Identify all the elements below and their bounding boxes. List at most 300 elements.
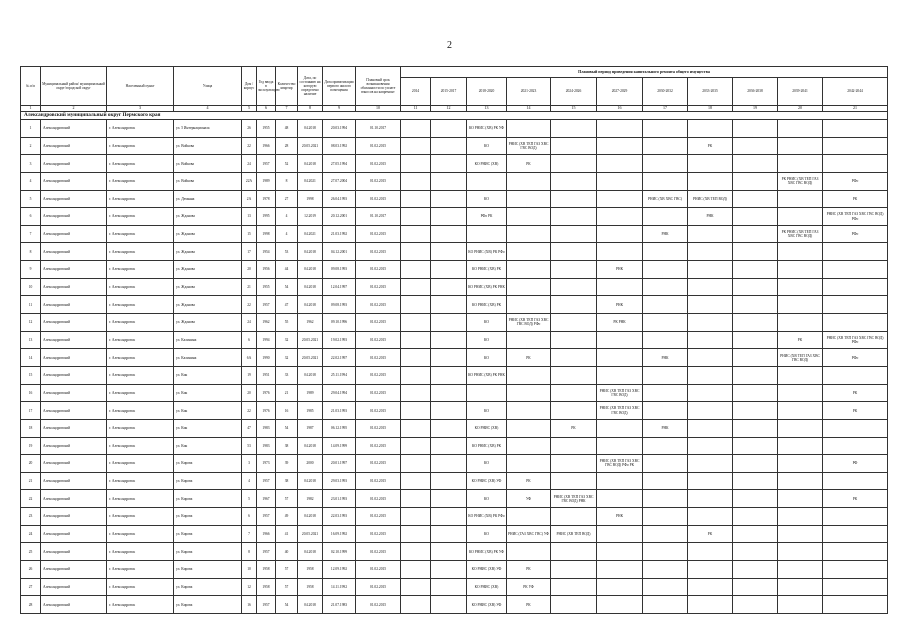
- house-cell: 24: [242, 155, 257, 173]
- period-work-cell: [778, 314, 823, 332]
- period-work-cell: РНИС (ХВ ТЕП ГАЗ ХВС ГВС ВОД) РФо РК: [597, 455, 643, 473]
- period-work-cell: [431, 525, 467, 543]
- period-work-cell: [688, 331, 733, 349]
- row-number: 4: [21, 172, 41, 190]
- period-work-cell: [733, 243, 778, 261]
- street-cell: ул. Войкова: [174, 137, 242, 155]
- period-work-cell: РНИС (ХВ ТЕП ВОД): [688, 190, 733, 208]
- period-work-cell: РНИС (ХВ ТЕП ВОД): [551, 525, 597, 543]
- first-privatization-cell: 02.10.1999: [323, 543, 356, 561]
- row-number: 20: [21, 455, 41, 473]
- first-privatization-cell: 14.11.1992: [323, 578, 356, 596]
- municipality-cell: Александровский: [41, 543, 107, 561]
- period-work-cell: [778, 155, 823, 173]
- table-row: [21, 190, 888, 208]
- obligation-date-cell: 01.02.2015: [356, 261, 401, 279]
- apartments-cell: 27: [276, 190, 298, 208]
- period-work-cell: [643, 578, 688, 596]
- state-date-cell: 04.2018: [298, 437, 323, 455]
- period-work-cell: [643, 472, 688, 490]
- period-work-cell: [401, 578, 431, 596]
- period-work-cell: КО РНИС (ХВ): [467, 419, 507, 437]
- period-work-cell: КО РНИС (ХВ): [467, 578, 507, 596]
- settlement-cell: г. Александровск: [107, 225, 174, 243]
- period-work-cell: РК: [507, 155, 551, 173]
- header-period: 2027-2029: [597, 78, 643, 106]
- street-cell: ул. Жданова: [174, 208, 242, 226]
- column-number: 9: [323, 106, 356, 112]
- state-date-cell: 1987: [298, 419, 323, 437]
- period-work-cell: [688, 508, 733, 526]
- obligation-date-cell: 01.02.2015: [356, 366, 401, 384]
- house-cell: 8: [242, 543, 257, 561]
- year-built-cell: 1983: [257, 437, 276, 455]
- period-work-cell: КО: [467, 190, 507, 208]
- period-work-cell: [688, 490, 733, 508]
- period-work-cell: [401, 314, 431, 332]
- table-row: [21, 261, 888, 279]
- apartments-cell: 44: [276, 261, 298, 279]
- period-work-cell: [643, 261, 688, 279]
- header-state-date: Дата, по состоянию на которую определено наличие: [298, 67, 323, 106]
- period-work-cell: [688, 155, 733, 173]
- apartments-cell: 40: [276, 543, 298, 561]
- period-work-cell: [507, 455, 551, 473]
- year-built-cell: 1958: [257, 578, 276, 596]
- period-work-cell: [688, 384, 733, 402]
- period-work-cell: [688, 366, 733, 384]
- row-number: 2: [21, 137, 41, 155]
- year-built-cell: 1957: [257, 596, 276, 614]
- apartments-cell: 32: [276, 349, 298, 367]
- period-work-cell: [823, 137, 888, 155]
- header-period: 2039-2041: [778, 78, 823, 106]
- period-work-cell: [733, 596, 778, 614]
- municipality-cell: Александровский: [41, 137, 107, 155]
- year-built-cell: 1966: [257, 137, 276, 155]
- column-number: 15: [551, 106, 597, 112]
- period-work-cell: [431, 225, 467, 243]
- period-work-cell: КО РНИС (ХВ) РК: [467, 296, 507, 314]
- first-privatization-cell: 09.08.1993: [323, 261, 356, 279]
- table-row: [21, 596, 888, 614]
- street-cell: ул. 5 Интернационала: [174, 120, 242, 138]
- period-work-cell: [551, 543, 597, 561]
- header-period: 2042-2044: [823, 78, 888, 106]
- first-privatization-cell: 09.10.1996: [323, 314, 356, 332]
- street-cell: ул. Демьяна: [174, 190, 242, 208]
- period-work-cell: [597, 243, 643, 261]
- period-work-cell: РНК: [597, 296, 643, 314]
- first-privatization-cell: 08.03.1992: [323, 137, 356, 155]
- year-built-cell: 1990: [257, 349, 276, 367]
- period-work-cell: [733, 578, 778, 596]
- period-work-cell: [823, 561, 888, 579]
- period-work-cell: [688, 472, 733, 490]
- period-work-cell: [688, 243, 733, 261]
- period-work-cell: [733, 190, 778, 208]
- period-work-cell: [507, 419, 551, 437]
- period-work-cell: РФо РК: [467, 208, 507, 226]
- street-cell: ул. Кирова: [174, 472, 242, 490]
- municipality-cell: Александровский: [41, 225, 107, 243]
- period-work-cell: [431, 596, 467, 614]
- obligation-date-cell: 01.02.2015: [356, 490, 401, 508]
- period-work-cell: [688, 225, 733, 243]
- apartments-cell: 41: [276, 525, 298, 543]
- first-privatization-cell: 09.08.1993: [323, 296, 356, 314]
- house-cell: 20: [242, 384, 257, 402]
- period-work-cell: [551, 296, 597, 314]
- period-work-cell: РК: [823, 490, 888, 508]
- obligation-date-cell: 01.02.2015: [356, 243, 401, 261]
- period-work-cell: [778, 437, 823, 455]
- table-row: [21, 384, 888, 402]
- settlement-cell: г. Александровск: [107, 472, 174, 490]
- obligation-date-cell: 01.02.2015: [356, 455, 401, 473]
- period-work-cell: [733, 172, 778, 190]
- period-work-cell: [467, 225, 507, 243]
- street-cell: ул. Кирова: [174, 455, 242, 473]
- row-number: 25: [21, 543, 41, 561]
- row-number: 14: [21, 349, 41, 367]
- period-work-cell: [643, 208, 688, 226]
- apartments-cell: 57: [276, 490, 298, 508]
- period-work-cell: [507, 384, 551, 402]
- period-work-cell: [431, 419, 467, 437]
- table-row: [21, 490, 888, 508]
- year-built-cell: 1957: [257, 472, 276, 490]
- period-work-cell: [401, 596, 431, 614]
- period-work-cell: РНК: [597, 261, 643, 279]
- year-built-cell: 1955: [257, 278, 276, 296]
- first-privatization-cell: 21.07.1983: [323, 596, 356, 614]
- obligation-date-cell: 01.02.2015: [356, 472, 401, 490]
- first-privatization-cell: 20.12.2001: [323, 208, 356, 226]
- period-work-cell: [507, 437, 551, 455]
- street-cell: ул. Калинина: [174, 349, 242, 367]
- period-work-cell: [431, 472, 467, 490]
- period-work-cell: [431, 190, 467, 208]
- table-row: [21, 137, 888, 155]
- period-work-cell: [688, 437, 733, 455]
- period-work-cell: [733, 490, 778, 508]
- period-work-cell: [431, 331, 467, 349]
- period-work-cell: [401, 490, 431, 508]
- period-work-cell: [733, 278, 778, 296]
- period-work-cell: [643, 296, 688, 314]
- period-work-cell: [507, 278, 551, 296]
- period-work-cell: [733, 137, 778, 155]
- period-work-cell: [733, 543, 778, 561]
- obligation-date-cell: 01.10.2017: [356, 208, 401, 226]
- row-number: 15: [21, 366, 41, 384]
- obligation-date-cell: 01.02.2015: [356, 508, 401, 526]
- period-work-cell: [597, 525, 643, 543]
- settlement-cell: г. Александровск: [107, 208, 174, 226]
- header-period: 2014: [401, 78, 431, 106]
- column-number: 21: [823, 106, 888, 112]
- obligation-date-cell: 01.02.2015: [356, 278, 401, 296]
- period-work-cell: [823, 296, 888, 314]
- period-work-cell: [733, 437, 778, 455]
- period-work-cell: [431, 208, 467, 226]
- settlement-cell: г. Александровск: [107, 243, 174, 261]
- period-work-cell: [597, 137, 643, 155]
- first-privatization-cell: 29.04.1994: [323, 384, 356, 402]
- column-number: 3: [107, 106, 174, 112]
- municipality-cell: Александровский: [41, 120, 107, 138]
- period-work-cell: [401, 349, 431, 367]
- period-work-cell: [507, 543, 551, 561]
- settlement-cell: г. Александровск: [107, 366, 174, 384]
- settlement-cell: г. Александровск: [107, 578, 174, 596]
- period-work-cell: [431, 314, 467, 332]
- period-work-cell: [597, 596, 643, 614]
- state-date-cell: 1998: [298, 190, 323, 208]
- period-work-cell: [733, 402, 778, 420]
- period-work-cell: РФо: [823, 172, 888, 190]
- house-cell: 53: [242, 437, 257, 455]
- period-work-cell: [733, 225, 778, 243]
- header-year-built: Год ввода в эксплуатацию: [257, 67, 276, 106]
- period-work-cell: [507, 172, 551, 190]
- municipality-cell: Александровский: [41, 190, 107, 208]
- period-work-cell: РНИС (ХВ ТЕП ГАЗ ХВС ГВС ВОД) РФо: [823, 331, 888, 349]
- house-cell: 22: [242, 137, 257, 155]
- header-settlement: Населенный пункт: [107, 67, 174, 106]
- street-cell: ул. Войкова: [174, 172, 242, 190]
- apartments-cell: 38: [276, 472, 298, 490]
- period-work-cell: [551, 366, 597, 384]
- street-cell: ул. Жданова: [174, 278, 242, 296]
- period-work-cell: [551, 472, 597, 490]
- state-date-cell: 04.2018: [298, 596, 323, 614]
- period-work-cell: [733, 366, 778, 384]
- period-work-cell: [431, 172, 467, 190]
- period-work-cell: [401, 543, 431, 561]
- table-row: [21, 561, 888, 579]
- obligation-date-cell: 01.02.2015: [356, 349, 401, 367]
- state-date-cell: 1989: [298, 384, 323, 402]
- row-number: 8: [21, 243, 41, 261]
- okrug-title: Александровский муниципальный округ Пермского края: [21, 112, 888, 120]
- municipality-cell: Александровский: [41, 525, 107, 543]
- column-number: 7: [276, 106, 298, 112]
- period-work-cell: [733, 472, 778, 490]
- header-period: 2036-2038: [733, 78, 778, 106]
- state-date-cell: 1958: [298, 578, 323, 596]
- period-work-cell: КО: [467, 349, 507, 367]
- first-privatization-cell: 22.03.1993: [323, 508, 356, 526]
- table-row: [21, 296, 888, 314]
- apartments-cell: 8: [276, 172, 298, 190]
- header-first-privatization: Дата приватизации первого жилого помещения: [323, 67, 356, 106]
- period-work-cell: КО: [467, 490, 507, 508]
- period-work-cell: [643, 243, 688, 261]
- first-privatization-cell: 14.09.1999: [323, 437, 356, 455]
- year-built-cell: 1983: [257, 419, 276, 437]
- period-work-cell: [551, 437, 597, 455]
- period-work-cell: КО РНИС (ХВ) УФ: [467, 472, 507, 490]
- period-work-cell: [823, 578, 888, 596]
- period-work-cell: [733, 349, 778, 367]
- year-built-cell: 1994: [257, 331, 276, 349]
- period-work-cell: РФо: [823, 225, 888, 243]
- period-work-cell: [778, 137, 823, 155]
- period-work-cell: [597, 366, 643, 384]
- period-work-cell: [733, 384, 778, 402]
- period-work-cell: КО РНИС (ХВ) РК РНК: [467, 366, 507, 384]
- header-municipality: Муниципальный район/ муниципальный округ/городской округ: [41, 67, 107, 106]
- table-row: [21, 419, 888, 437]
- period-work-cell: [778, 508, 823, 526]
- apartments-cell: 54: [276, 278, 298, 296]
- settlement-cell: г. Александровск: [107, 419, 174, 437]
- apartments-cell: 47: [276, 296, 298, 314]
- period-work-cell: [823, 243, 888, 261]
- settlement-cell: г. Александровск: [107, 349, 174, 367]
- period-work-cell: [778, 261, 823, 279]
- period-work-cell: [733, 508, 778, 526]
- row-number: 26: [21, 561, 41, 579]
- street-cell: ул. Кирова: [174, 525, 242, 543]
- street-cell: ул. Кик: [174, 384, 242, 402]
- period-work-cell: [643, 490, 688, 508]
- table-row: [21, 578, 888, 596]
- period-work-cell: РК: [507, 596, 551, 614]
- street-cell: ул. Кик: [174, 419, 242, 437]
- state-date-cell: 04.2018: [298, 278, 323, 296]
- period-work-cell: [507, 208, 551, 226]
- state-date-cell: 20.05.2021: [298, 137, 323, 155]
- period-work-cell: [823, 314, 888, 332]
- house-cell: 26: [242, 120, 257, 138]
- year-built-cell: 1954: [257, 243, 276, 261]
- settlement-cell: г. Александровск: [107, 314, 174, 332]
- apartments-cell: 4: [276, 225, 298, 243]
- period-work-cell: [823, 525, 888, 543]
- period-work-cell: [401, 172, 431, 190]
- period-work-cell: [643, 120, 688, 138]
- first-privatization-cell: 25.11.1994: [323, 366, 356, 384]
- settlement-cell: г. Александровск: [107, 455, 174, 473]
- repair-schedule-table: [20, 66, 888, 614]
- row-number: 1: [21, 120, 41, 138]
- period-work-cell: [597, 190, 643, 208]
- period-work-cell: [823, 472, 888, 490]
- year-built-cell: 1966: [257, 525, 276, 543]
- year-built-cell: 1976: [257, 384, 276, 402]
- period-work-cell: [551, 349, 597, 367]
- municipality-cell: Александровский: [41, 208, 107, 226]
- municipality-cell: Александровский: [41, 508, 107, 526]
- apartments-cell: 38: [276, 437, 298, 455]
- period-work-cell: [401, 437, 431, 455]
- column-number: 19: [733, 106, 778, 112]
- period-work-cell: [597, 578, 643, 596]
- period-work-cell: [733, 525, 778, 543]
- period-work-cell: [597, 331, 643, 349]
- house-cell: 10: [242, 561, 257, 579]
- municipality-cell: Александровский: [41, 596, 107, 614]
- period-work-cell: [431, 384, 467, 402]
- apartments-cell: 48: [276, 120, 298, 138]
- period-work-cell: [401, 455, 431, 473]
- period-work-cell: [733, 419, 778, 437]
- municipality-cell: Александровский: [41, 278, 107, 296]
- period-work-cell: [467, 384, 507, 402]
- period-work-cell: [733, 155, 778, 173]
- period-work-cell: РК РНИС (ХВ ТЕП ГАЗ ХВС ГВС ВОД): [778, 225, 823, 243]
- period-work-cell: [507, 331, 551, 349]
- period-work-cell: [507, 190, 551, 208]
- state-date-cell: 12.2019: [298, 208, 323, 226]
- municipality-cell: Александровский: [41, 472, 107, 490]
- period-work-cell: [401, 472, 431, 490]
- period-work-cell: [778, 278, 823, 296]
- municipality-cell: Александровский: [41, 349, 107, 367]
- house-cell: 47: [242, 419, 257, 437]
- period-work-cell: [688, 314, 733, 332]
- period-work-cell: [551, 455, 597, 473]
- period-work-cell: РК: [507, 472, 551, 490]
- table-row: [21, 472, 888, 490]
- period-work-cell: [597, 172, 643, 190]
- year-built-cell: 1957: [257, 296, 276, 314]
- period-work-cell: [401, 208, 431, 226]
- period-work-cell: [431, 543, 467, 561]
- period-work-cell: [597, 208, 643, 226]
- house-cell: 4: [242, 472, 257, 490]
- apartments-cell: 39: [276, 455, 298, 473]
- year-built-cell: 1995: [257, 208, 276, 226]
- row-number: 13: [21, 331, 41, 349]
- table-row: [21, 172, 888, 190]
- period-work-cell: [597, 120, 643, 138]
- period-work-cell: [401, 190, 431, 208]
- year-built-cell: 1998: [257, 225, 276, 243]
- period-work-cell: РК: [551, 419, 597, 437]
- house-cell: 2А: [242, 190, 257, 208]
- municipality-cell: Александровский: [41, 331, 107, 349]
- obligation-date-cell: 01.02.2015: [356, 155, 401, 173]
- period-work-cell: [597, 490, 643, 508]
- table-row: [21, 508, 888, 526]
- period-work-cell: [778, 543, 823, 561]
- table-row: [21, 243, 888, 261]
- period-work-cell: РК РНК: [597, 314, 643, 332]
- municipality-cell: Александровский: [41, 296, 107, 314]
- column-number: 11: [401, 106, 431, 112]
- municipality-cell: Александровский: [41, 384, 107, 402]
- period-work-cell: [823, 120, 888, 138]
- row-number: 10: [21, 278, 41, 296]
- period-work-cell: [823, 543, 888, 561]
- municipality-cell: Александровский: [41, 561, 107, 579]
- street-cell: ул. Войкова: [174, 155, 242, 173]
- street-cell: ул. Кирова: [174, 596, 242, 614]
- street-cell: ул. Кик: [174, 366, 242, 384]
- period-work-cell: [688, 419, 733, 437]
- period-work-cell: РК: [507, 349, 551, 367]
- obligation-date-cell: 01.02.2015: [356, 190, 401, 208]
- period-work-cell: РНИС (ХВ ТЕП ГАЗ ХВС ГВС ВОД) РНК: [551, 490, 597, 508]
- period-work-cell: [431, 578, 467, 596]
- period-work-cell: [823, 366, 888, 384]
- period-work-cell: [643, 384, 688, 402]
- settlement-cell: г. Александровск: [107, 296, 174, 314]
